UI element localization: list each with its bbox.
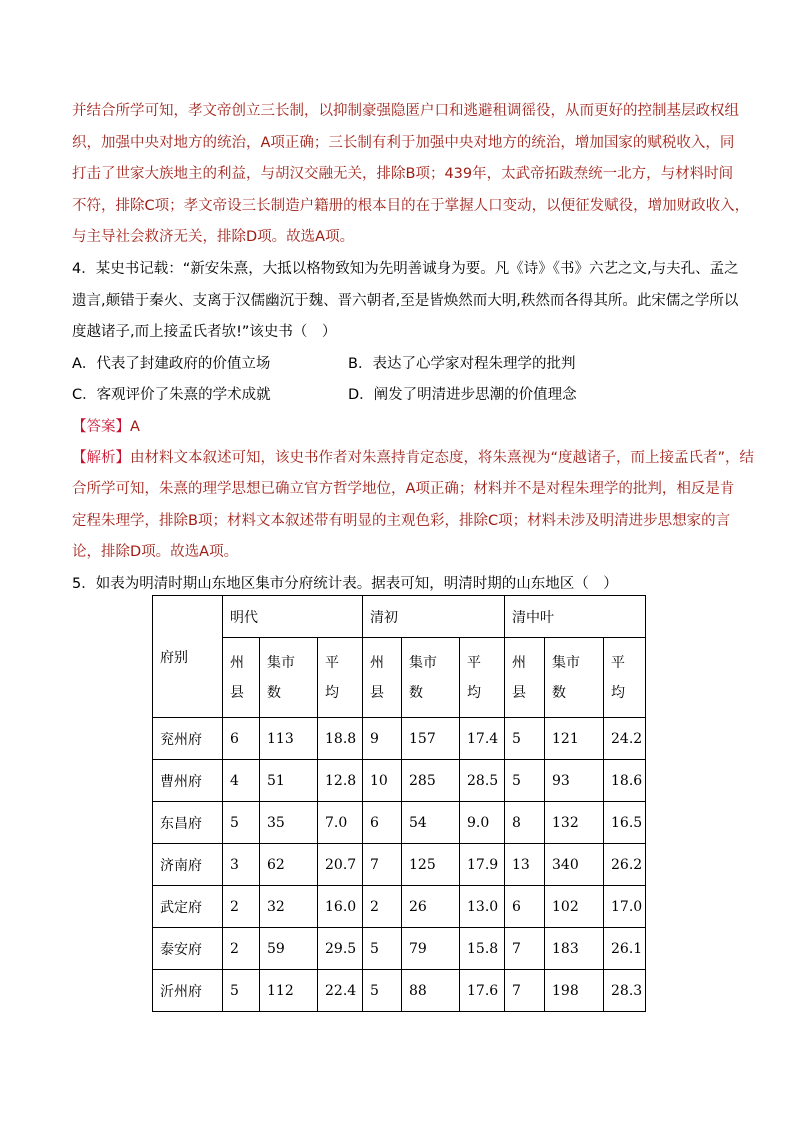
question-4-stem: 4．某史书记载：“新安朱熹，大抵以格物致知为先明善诚身为要。凡《诗》《书》六艺之文,与夫孔、孟之 bbox=[72, 261, 739, 277]
table-row bbox=[153, 886, 646, 928]
table-cell: 5 bbox=[363, 970, 402, 1012]
option-c: C．客观评价了朱熹的学术成就 bbox=[72, 387, 271, 403]
table-cell: 121 bbox=[545, 718, 604, 760]
table-cell: 22.4 bbox=[318, 970, 363, 1012]
table-cell: 9 bbox=[363, 718, 402, 760]
table-cell: 18.8 bbox=[318, 718, 363, 760]
table-cell: 113 bbox=[260, 718, 318, 760]
subheader-cell: 州 县 bbox=[505, 638, 545, 718]
table-cell: 102 bbox=[545, 886, 604, 928]
table-cell: 13.0 bbox=[460, 886, 505, 928]
table-cell: 6 bbox=[363, 802, 402, 844]
analysis-line: 论，排除D项。故选A项。 bbox=[72, 544, 239, 560]
table-cell: 26 bbox=[402, 886, 460, 928]
explanation-line: 织，加强中央对地方的统治，A项正确；三长制有利于加强中央对地方的统治，增加国家的赋税收入，同 bbox=[72, 135, 735, 151]
table-cell: 54 bbox=[402, 802, 460, 844]
table-cell: 6 bbox=[505, 886, 545, 928]
table-cell: 7 bbox=[505, 928, 545, 970]
subheader-cell: 州 县 bbox=[363, 638, 402, 718]
analysis-line: 合所学可知，朱熹的理学思想已确立官方哲学地位，A项正确；材料并不是对程朱理学的批判，相反是肯 bbox=[72, 481, 735, 497]
period-header: 清初 bbox=[363, 596, 505, 638]
table-cell: 157 bbox=[402, 718, 460, 760]
table-cell: 51 bbox=[260, 760, 318, 802]
analysis-line: 定程朱理学，排除B项；材料文本叙述带有明显的主观色彩，排除C项；材料未涉及明清进步思想家的言 bbox=[72, 513, 731, 529]
table-cell: 12.8 bbox=[318, 760, 363, 802]
table-cell: 7 bbox=[363, 844, 402, 886]
table-cell: 24.2 bbox=[604, 718, 646, 760]
table-cell: 20.7 bbox=[318, 844, 363, 886]
explanation-line: 与主导社会救济无关，排除D项。故选A项。 bbox=[72, 229, 355, 245]
subheader-cell: 州 县 bbox=[223, 638, 260, 718]
table-cell: 32 bbox=[260, 886, 318, 928]
explanation-line: 不符，排除C项；孝文帝设三长制造户籍册的根本目的在于掌握人口变动，以便征发赋役，增加财政收入， bbox=[72, 198, 750, 214]
subheader-cell: 集市 数 bbox=[402, 638, 460, 718]
table-cell: 2 bbox=[363, 886, 402, 928]
question-5-stem: 5．如表为明清时期山东地区集市分府统计表。据表可知，明清时期的山东地区（ ） bbox=[72, 576, 618, 592]
table-cell: 10 bbox=[363, 760, 402, 802]
table-cell: 4 bbox=[223, 760, 260, 802]
analysis-text: 由材料文本叙述可知，该史书作者对朱熹持肯定态度，将朱熹视为“度越诸子，而上接孟氏者”，结 bbox=[130, 450, 755, 466]
table-cell: 5 bbox=[223, 970, 260, 1012]
question-4-stem: 度越诸子,而上接孟氏者欤!”该史书（ ） bbox=[72, 324, 337, 340]
table-row bbox=[153, 718, 646, 760]
table-cell: 16.5 bbox=[604, 802, 646, 844]
table-cell: 13 bbox=[505, 844, 545, 886]
table-cell: 62 bbox=[260, 844, 318, 886]
table-cell: 5 bbox=[505, 760, 545, 802]
table-cell: 7 bbox=[505, 970, 545, 1012]
subheader-cell: 集市 数 bbox=[545, 638, 604, 718]
table-cell: 16.0 bbox=[318, 886, 363, 928]
table-cell: 132 bbox=[545, 802, 604, 844]
table-cell: 340 bbox=[545, 844, 604, 886]
table-cell: 8 bbox=[505, 802, 545, 844]
period-header: 清中叶 bbox=[505, 596, 646, 638]
prefecture-name-cell: 曹州府 bbox=[153, 760, 223, 802]
table-cell: 15.8 bbox=[460, 928, 505, 970]
answer-tag: 【答案】 bbox=[72, 419, 130, 435]
table-cell: 17.6 bbox=[460, 970, 505, 1012]
analysis-line bbox=[72, 448, 754, 468]
table-cell: 5 bbox=[363, 928, 402, 970]
table-cell: 35 bbox=[260, 802, 318, 844]
answer-value: A bbox=[130, 419, 140, 435]
table-corner-header: 府别 bbox=[153, 596, 223, 718]
table-cell: 17.4 bbox=[460, 718, 505, 760]
option-d: D．阐发了明清进步思潮的价值理念 bbox=[348, 387, 577, 403]
table-cell: 5 bbox=[505, 718, 545, 760]
question-4-stem: 遗言,颠错于秦火、支离于汉儒幽沉于魏、晋六朝者,至是皆焕然而大明,秩然而各得其所。此宋儒之学所以 bbox=[72, 293, 739, 309]
table-row bbox=[153, 802, 646, 844]
subheader-cell: 平 均 bbox=[318, 638, 363, 718]
explanation-line: 打击了世家大族地主的利益，与胡汉交融无关，排除B项；439年，太武帝拓跋焘统一北方，与材料时间 bbox=[72, 166, 734, 182]
period-header: 明代 bbox=[223, 596, 363, 638]
table-cell: 9.0 bbox=[460, 802, 505, 844]
table-cell: 7.0 bbox=[318, 802, 363, 844]
explanation-line: 并结合所学可知，孝文帝创立三长制，以抑制豪强隐匿户口和逃避租调徭役，从而更好的控制基层政权组 bbox=[72, 103, 739, 119]
table-cell: 28.5 bbox=[460, 760, 505, 802]
table-cell: 6 bbox=[223, 718, 260, 760]
table-cell: 26.2 bbox=[604, 844, 646, 886]
prefecture-name-cell: 济南府 bbox=[153, 844, 223, 886]
table-row bbox=[153, 928, 646, 970]
prefecture-name-cell: 兖州府 bbox=[153, 718, 223, 760]
option-a: A．代表了封建政府的价值立场 bbox=[72, 356, 271, 372]
table-row bbox=[153, 844, 646, 886]
subheader-cell: 集市 数 bbox=[260, 638, 318, 718]
prefecture-name-cell: 武定府 bbox=[153, 886, 223, 928]
market-statistics-table bbox=[152, 595, 646, 1012]
table-cell: 125 bbox=[402, 844, 460, 886]
table-cell: 88 bbox=[402, 970, 460, 1012]
subheader-cell: 平 均 bbox=[460, 638, 505, 718]
table-cell: 5 bbox=[223, 802, 260, 844]
option-b: B．表达了心学家对程朱理学的批判 bbox=[348, 356, 576, 372]
table-cell: 183 bbox=[545, 928, 604, 970]
table-cell: 3 bbox=[223, 844, 260, 886]
table-cell: 79 bbox=[402, 928, 460, 970]
table-cell: 93 bbox=[545, 760, 604, 802]
table-row bbox=[153, 760, 646, 802]
subheader-cell: 平 均 bbox=[604, 638, 646, 718]
table-cell: 2 bbox=[223, 928, 260, 970]
table-cell: 112 bbox=[260, 970, 318, 1012]
answer-line bbox=[72, 417, 140, 437]
table-cell: 17.9 bbox=[460, 844, 505, 886]
analysis-tag: 【解析】 bbox=[72, 450, 130, 466]
table-cell: 59 bbox=[260, 928, 318, 970]
table-cell: 285 bbox=[402, 760, 460, 802]
table-cell: 2 bbox=[223, 886, 260, 928]
table-cell: 198 bbox=[545, 970, 604, 1012]
table-cell: 28.3 bbox=[604, 970, 646, 1012]
prefecture-name-cell: 沂州府 bbox=[153, 970, 223, 1012]
table-cell: 17.0 bbox=[604, 886, 646, 928]
prefecture-name-cell: 泰安府 bbox=[153, 928, 223, 970]
table-cell: 29.5 bbox=[318, 928, 363, 970]
table-cell: 26.1 bbox=[604, 928, 646, 970]
table-cell: 18.6 bbox=[604, 760, 646, 802]
prefecture-name-cell: 东昌府 bbox=[153, 802, 223, 844]
table-row bbox=[153, 970, 646, 1012]
